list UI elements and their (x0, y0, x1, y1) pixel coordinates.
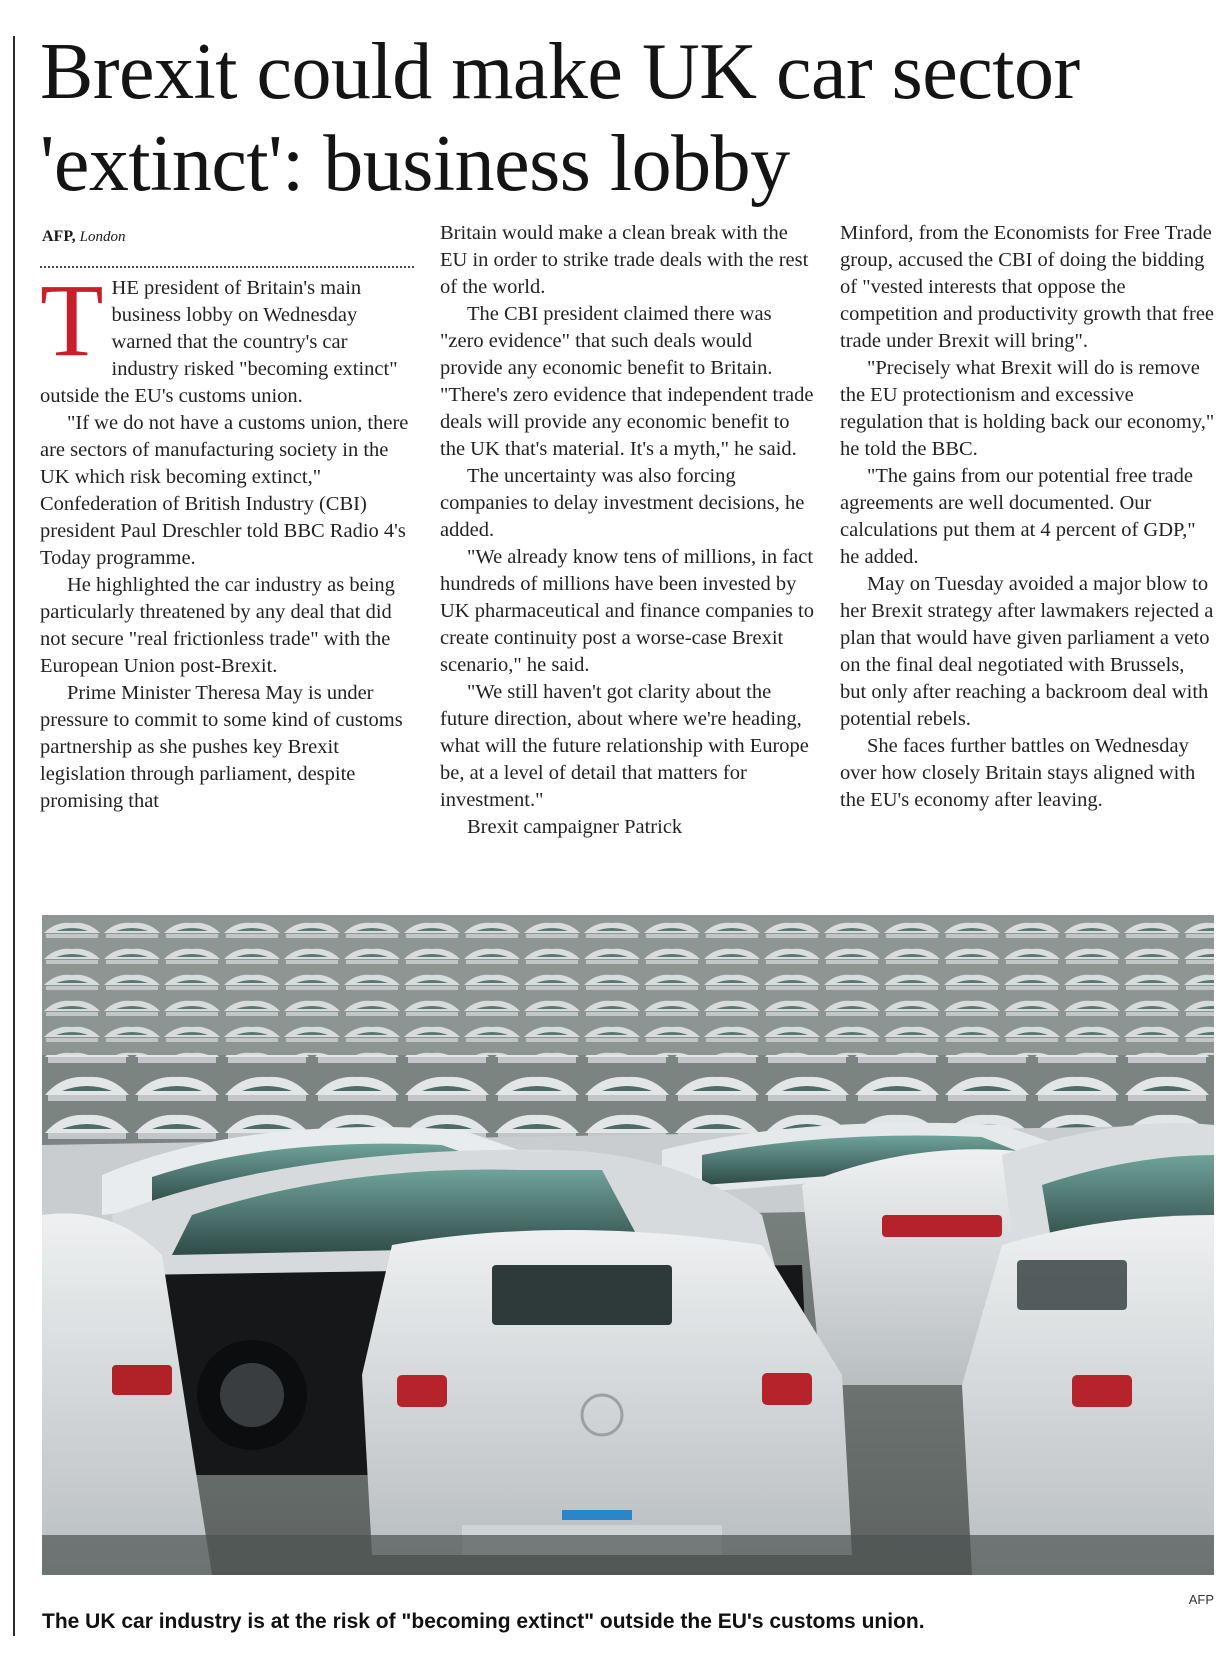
headline-line-2: 'extinct': business lobby (40, 120, 790, 208)
photo-credit: AFP (1188, 1592, 1214, 1607)
paragraph: Britain would make a clean break with the EU in order to strike trade deals with the rest of the world. (440, 222, 809, 298)
column-rule (13, 36, 15, 1636)
paragraph: May on Tuesday avoided a major blow to her Brexit strategy after lawmakers rejected a plan that would have given parliament a veto on the final deal negotiated with Brussels, but only after reaching a backroom deal with potential rebels. (840, 573, 1214, 730)
paragraph: The uncertainty was also forcing companies to delay investment decisions, he added. (440, 465, 805, 541)
paragraph: Prime Minister Theresa May is under pressure to commit to some kind of customs partnership as she pushes key Brexit legislation through parliament, despite promising that (40, 682, 403, 812)
paragraph: "We still haven't got clarity about the future direction, about where we're heading, what will the future relationship with Europe be, at a level of detail that matters for investment." (440, 681, 809, 811)
paragraph: "Precisely what Brexit will do is remove the EU protectionism and excessive regulation that is holding back our economy," he told the BBC. (840, 357, 1215, 460)
byline-agency: AFP, (42, 228, 76, 245)
article-column-3 (840, 220, 1215, 814)
photo-parked-cars (42, 915, 1214, 1575)
article-column-2 (440, 220, 815, 841)
paragraph: "We already know tens of millions, in fact hundreds of millions have been invested by UK pharmaceutical and finance companies to create continuity post a worse-case Brexit scenario," he said. (440, 546, 814, 676)
headline (40, 26, 1210, 210)
paragraph: He highlighted the car industry as being particularly threatened by any deal that did not secure "real frictionless trade" with the European Union post-Brexit. (40, 574, 395, 677)
byline-city: London (79, 229, 126, 245)
paragraph: "The gains from our potential free trade agreements are well documented. Our calculations put them at 4 percent of GDP," he added. (840, 465, 1196, 568)
drop-cap: T (40, 263, 104, 378)
lead-text: HE president of Britain's main business lobby on Wednesday warned that the country's car industry risked "becoming extinct" outside the EU's customs union. (40, 277, 398, 407)
byline (42, 228, 125, 246)
paragraph: The CBI president claimed there was "zero evidence" that such deals would provide any economic benefit to Britain. "There's zero evidence that independent trade deals will provide any economic benefit to the UK that's material. It's a myth," he said. (440, 303, 814, 460)
paragraph: "If we do not have a customs union, there are sectors of manufacturing society in the UK which risk becoming extinct," Confederation of British Industry (CBI) president Paul Dreschler told BBC Radio 4's Today programme. (40, 412, 409, 569)
paragraph: She faces further battles on Wednesday over how closely Britain stays aligned with the EU's economy after leaving. (840, 735, 1196, 811)
photo-caption: The UK car industry is at the risk of "becoming extinct" outside the EU's customs union. (42, 1610, 925, 1633)
paragraph: Brexit campaigner Patrick (467, 816, 683, 838)
article-column-1 (40, 263, 415, 815)
lead-paragraph (40, 263, 415, 410)
paragraph: Minford, from the Economists for Free Trade group, accused the CBI of doing the bidding of "vested interests that oppose the competition and productivity growth that free trade under Brexit will bring". (840, 222, 1215, 352)
headline-line-1: Brexit could make UK car sector (40, 28, 1080, 116)
